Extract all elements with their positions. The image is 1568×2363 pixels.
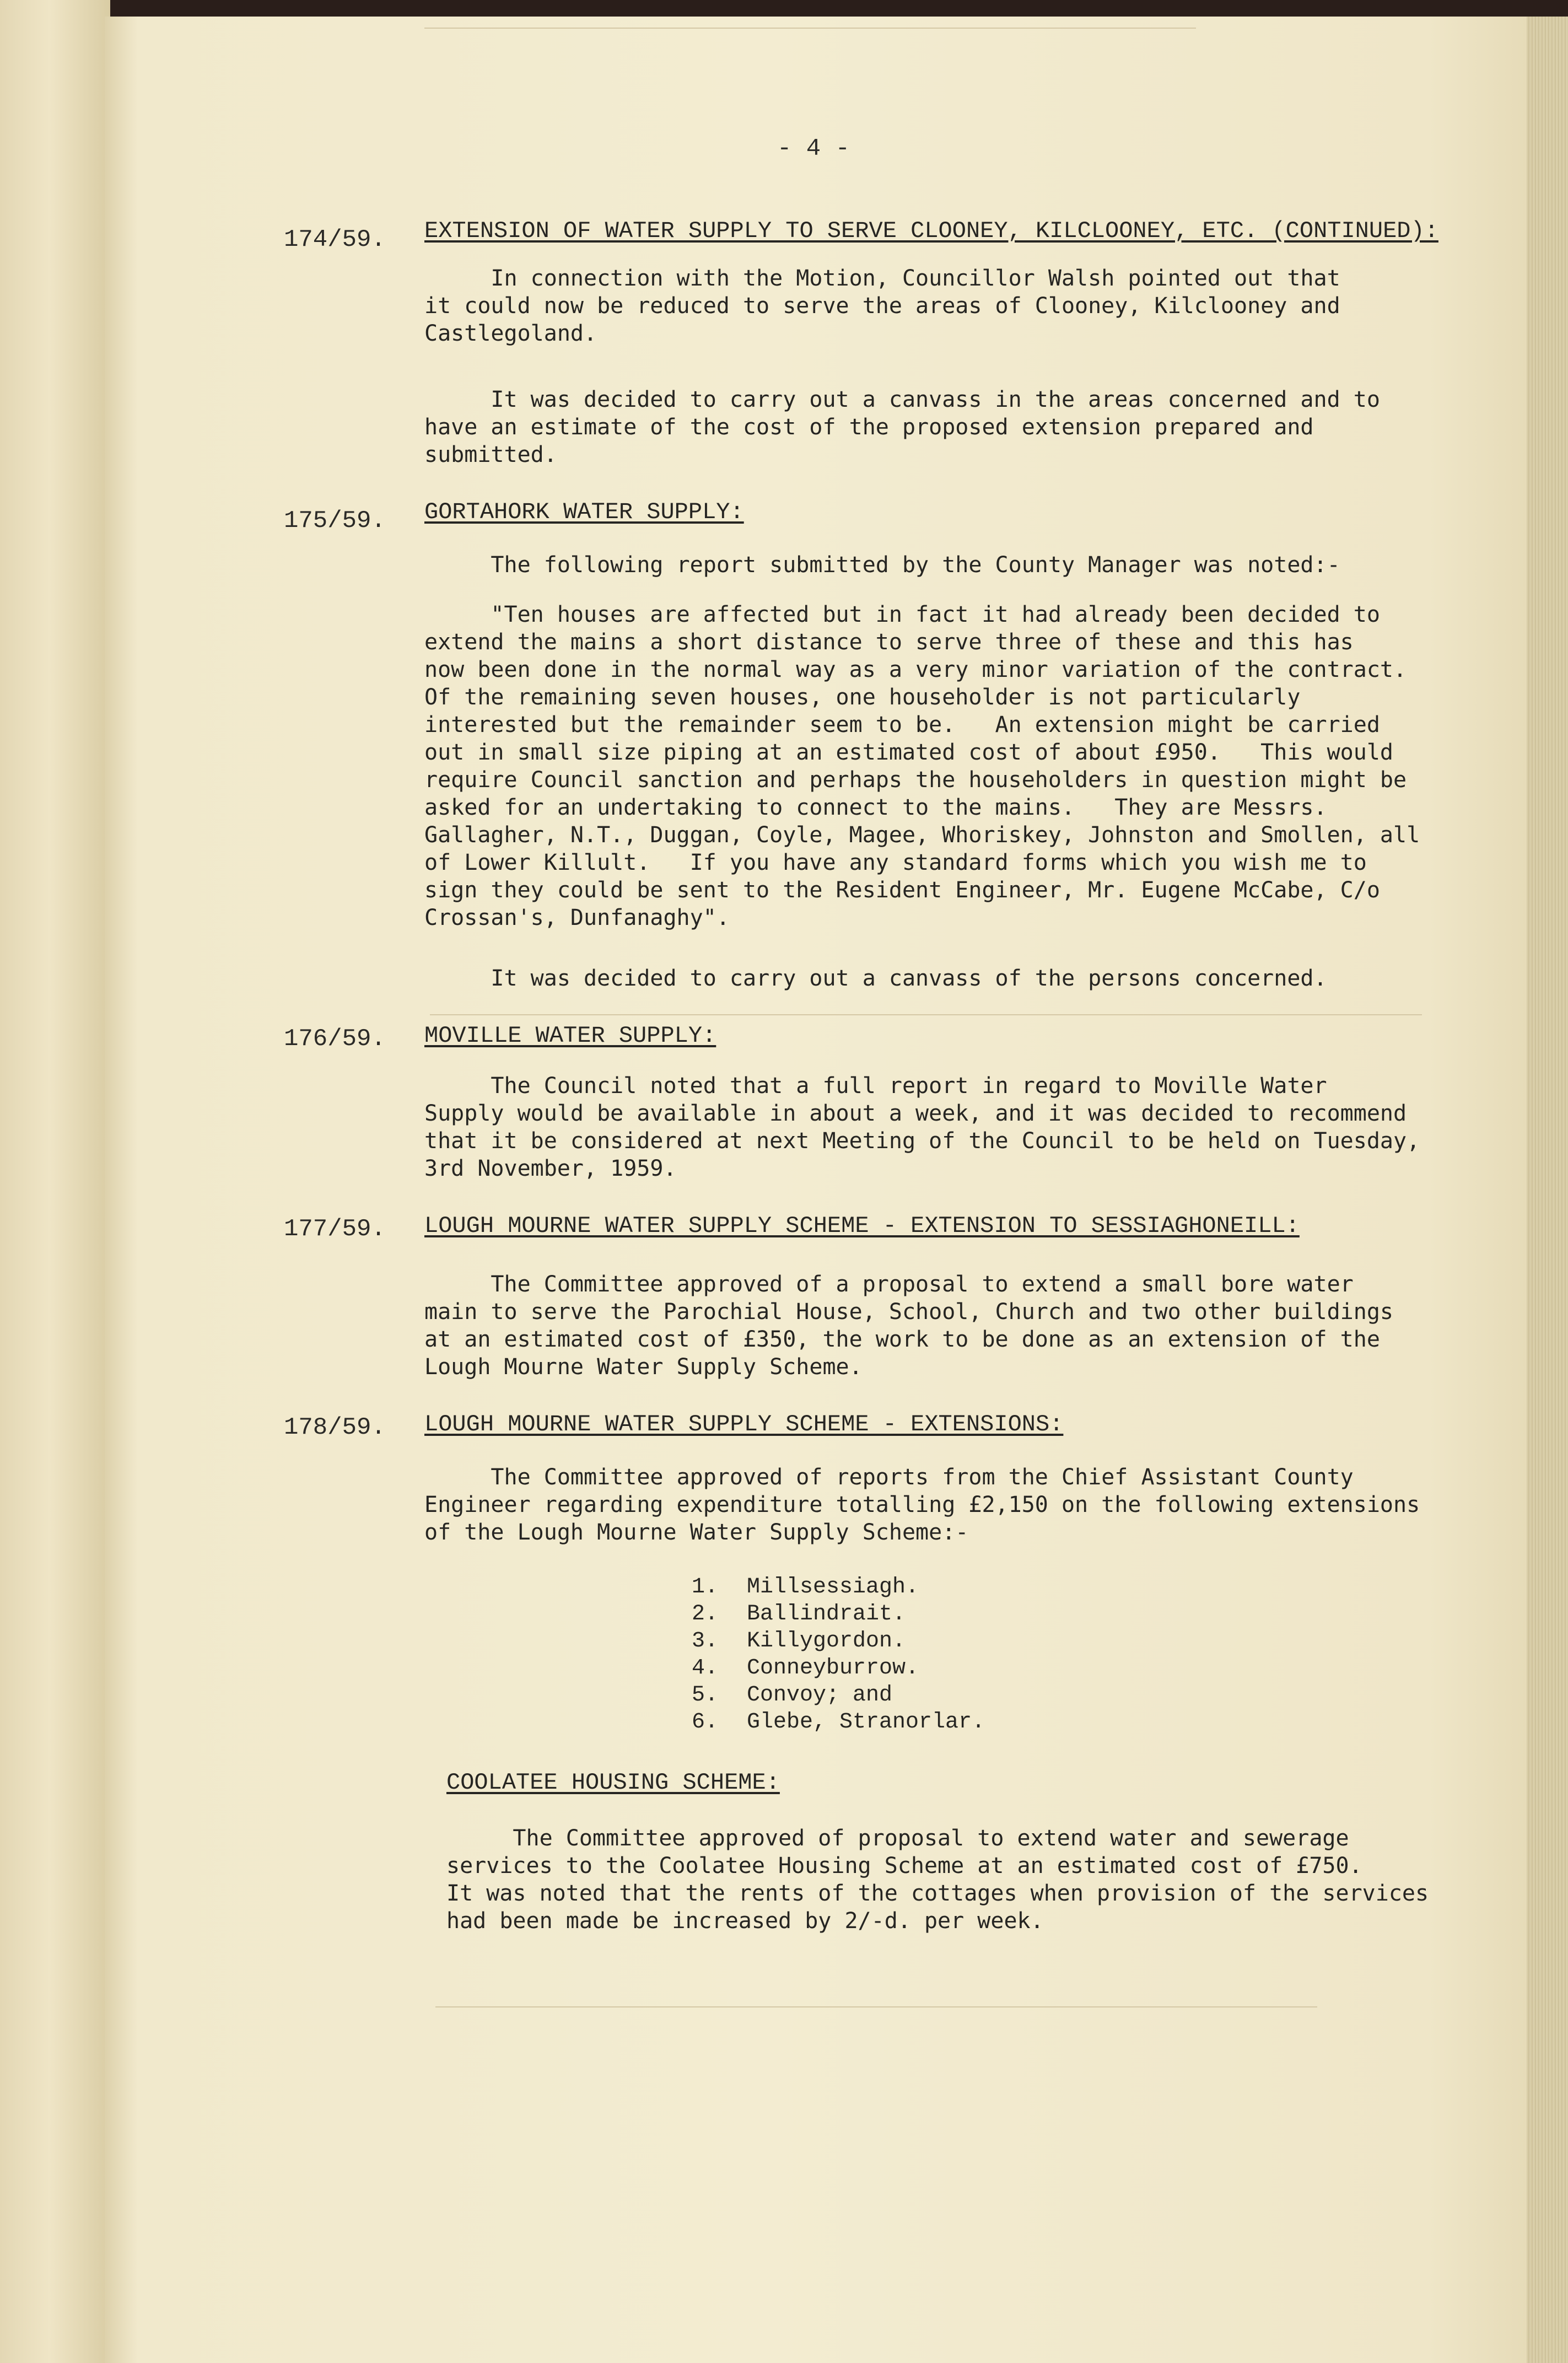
list-item: 1. Millsessiagh. [692,1575,919,1600]
minute-number: 174/59. [284,226,386,254]
minute-number: 176/59. [284,1025,386,1053]
minute-number: 178/59. [284,1414,386,1441]
minute-heading: GORTAHORK WATER SUPPLY: [424,499,744,525]
list-item: 3. Killygordon. [692,1629,906,1654]
minute-paragraph: The Committee approved of reports from the Chief Assistant County Engineer regarding expenditure totalling £2,150 on the following extensions of the Lough Mourne Water Supply Scheme:- [424,1465,1420,1545]
minute-paragraph: The following report submitted by the County Manager was noted:- [424,552,1340,578]
minute-heading: COOLATEE HOUSING SCHEME: [446,1769,780,1796]
minute-paragraph: The Committee approved of a proposal to extend a small bore water main to serve the Parochial House, School, Church and two other buildings at an estimated cost of £350, the work to be done as an extension of the Lough Mourne Water Supply Scheme. [424,1272,1393,1380]
page-number: - 4 - [777,135,850,163]
show-through [430,1014,1422,1015]
show-through [435,2006,1317,2007]
extensions-list [692,1574,985,1736]
minute-heading: LOUGH MOURNE WATER SUPPLY SCHEME - EXTENSIONS: [424,1411,1064,1438]
list-item: 5. Convoy; and [692,1683,893,1708]
minute-paragraph: In connection with the Motion, Councillor Walsh pointed out that it could now be reduced to serve the areas of Clooney, Kilclooney and Castlegoland. [424,266,1340,346]
minute-paragraph: It was decided to carry out a canvass in the areas concerned and to have an estimate of the cost of the proposed extension prepared and submitted. [424,387,1380,467]
minute-paragraph: The Council noted that a full report in regard to Moville Water Supply would be available in about a week, and it was decided to recommend that it be considered at next Meeting of the Council to be held on Tuesday, 3rd November, 1959. [424,1073,1420,1181]
minute-heading: EXTENSION OF WATER SUPPLY TO SERVE CLOONEY, KILCLOONEY, ETC. (CONTINUED): [424,218,1438,244]
show-through [424,28,1196,29]
minute-paragraph: The Committee approved of proposal to extend water and sewerage services to the Coolatee Housing Scheme at an estimated cost of £750. It was noted that the rents of the cottages when provision of the services had been made be increased by 2/-d. per week. [446,1826,1429,1934]
minute-paragraph: "Ten houses are affected but in fact it had already been decided to extend the mains a short distance to serve three of these and this has now been done in the normal way as a very minor variation of the contract. Of the remaining seven houses, one householder is not particularly interested but the remainder seem to be. An extension might be carried out in small size piping at an estimated cost of about £950. This would require Council sanction and perhaps the householders in question might be asked for an undertaking to connect to the mains. They are Messrs. Gallagher, N.T., Duggan, Coyle, Magee, Whoriskey, Johnston and Smollen, all of Lower Killult. If you have any standard forms which you wish me to sign they could be sent to the Resident Engineer, Mr. Eugene McCabe, C/o Crossan's, Dunfanaghy". [424,602,1420,930]
page-edges [1527,17,1568,2363]
facing-page [0,0,110,2363]
list-item: 6. Glebe, Stranorlar. [692,1710,985,1735]
list-item: 2. Ballindrait. [692,1602,906,1627]
list-item: 4. Conneyburrow. [692,1656,919,1681]
minute-heading: LOUGH MOURNE WATER SUPPLY SCHEME - EXTENSION TO SESSIAGHONEILL: [424,1213,1300,1239]
document-page [105,17,1527,2363]
minute-number: 177/59. [284,1215,386,1243]
minute-heading: MOVILLE WATER SUPPLY: [424,1022,716,1049]
minute-paragraph: It was decided to carry out a canvass of the persons concerned. [424,966,1327,991]
minute-number: 175/59. [284,507,386,535]
